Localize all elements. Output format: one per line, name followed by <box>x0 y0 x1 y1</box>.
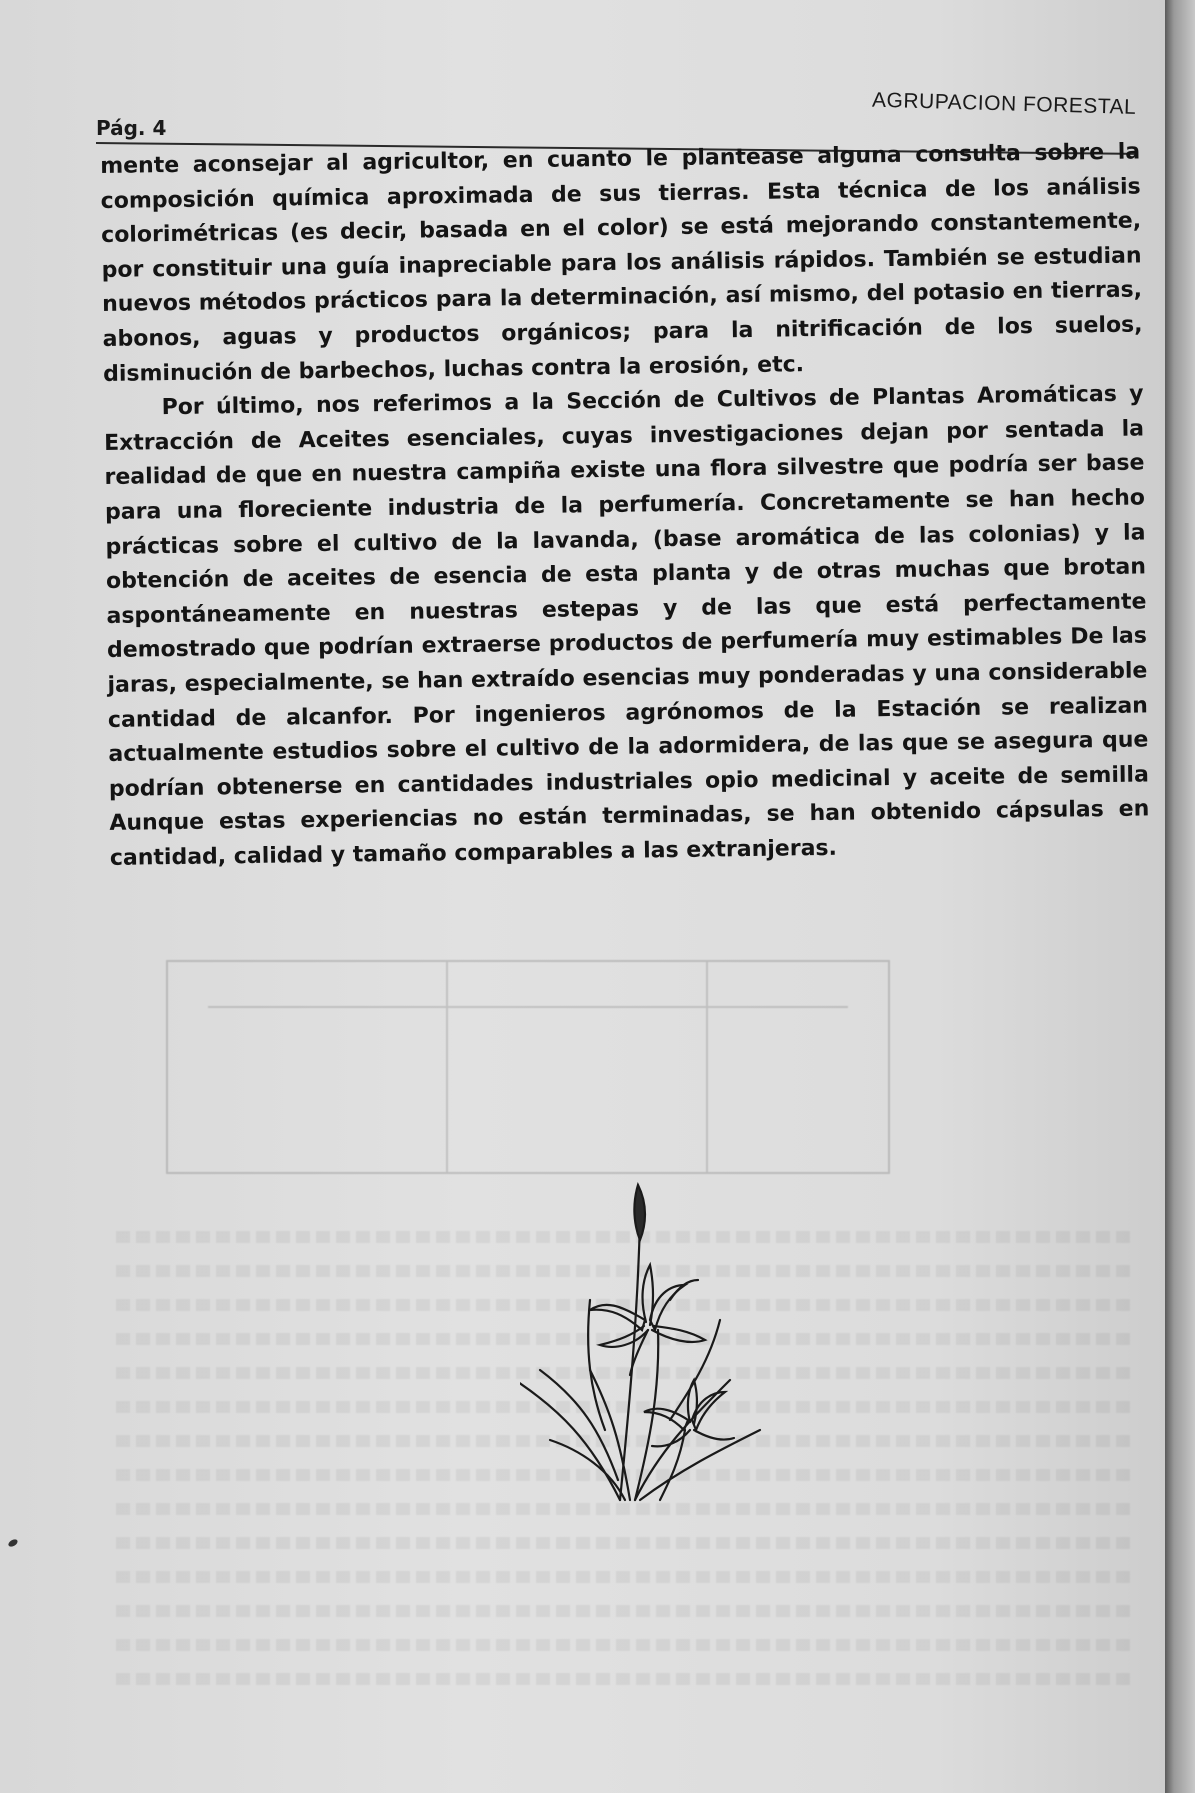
page-edge-shadow <box>1165 0 1195 1793</box>
page-number: Pág. 4 <box>96 116 167 140</box>
paragraph-2: Por último, nos referimos a la Sección de Cultivos de Plantas Aromáticas y Extracción de Aceites esenciales, cuyas investigaciones dejan por sentada la realidad de que en nuestra campiña existe una flora silvestre que podría ser base para una floreciente industria de la perfumería. Concretamente se han hecho prácticas sobre el cultivo de la lavanda, (base aromática de las colonias) y la obtención de aceites de esencia de esta planta y de otras muchas que brotan aspontáneamente en nuestras estepas y de las que está perfectamente demostrado que podrían extraerse productos de perfumería muy estimables De las jaras, especialmente, se han extraído esencias muy ponderadas y una considerable cantidad de alcanfor. Por ingenieros agrónomos de la Estación se realizan actualmente estudios sobre el cultivo de la adormidera, de las que se asegura que podrían obtenerse en cantidades industriales opio medicinal y aceite de semilla Aunque estas experiencias no están terminadas, se han obtenido cápsulas en cantidad, calidad y tamaño comparables a las extranjeras. <box>103 381 1150 871</box>
ink-speck <box>7 1538 19 1548</box>
lily-flower-icon <box>520 1180 770 1510</box>
body-text <box>100 135 1150 876</box>
bleed-table-ghost <box>166 960 890 1174</box>
page-header <box>96 88 1136 144</box>
running-head: AGRUPACION FORESTAL <box>871 88 1137 119</box>
paragraph-1: mente aconsejar al agricultor, en cuanto le plantease alguna consulta sobre la composición química aproximada de sus tierras. Esta técnica de los análisis colorimétricas (es decir, basada en el color) se está mejorando constantemente, por constituir una guía inapreciable para los análisis rápidos. También se estudian nuevos métodos prácticos para la determinación, así mismo, del potasio en tierras, abonos, aguas y productos orgánicos; para la nitrificación de los suelos, disminución de barbechos, luchas contra la erosión, etc. <box>100 139 1143 387</box>
